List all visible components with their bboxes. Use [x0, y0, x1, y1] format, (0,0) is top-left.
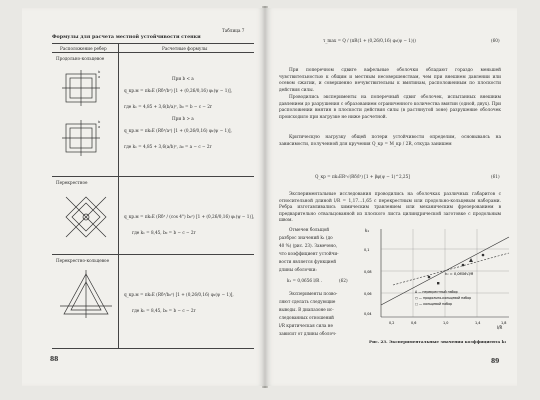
formula-q-2: q_кр.м = πk₁E (Rδ³/a²) [1 + (0,26/0,16) φ₁(ψ − 1)],	[124, 128, 232, 133]
curve-label: k₁ = 0,0656√l/R	[445, 272, 474, 276]
side-text-line-6: длины оболочки:	[279, 267, 317, 272]
side-text-line-4: что коэффициент устойчи-	[279, 251, 339, 256]
row-label-cross-ring: Перекрестно-кольцевое	[56, 258, 110, 263]
y-tick-1: 0,1	[364, 248, 370, 252]
y-tick-4: 0,04	[364, 312, 372, 316]
y-tick-2: 0,08	[364, 270, 372, 274]
side-text2-line-2: ляют сделать следующие	[279, 299, 336, 304]
side-text-line-5: вости является функцией	[279, 259, 336, 264]
formula-60-number: (60)	[491, 38, 500, 43]
formula-60: τ_max = Q / (πR(1 + (0,26/0,16) φ₁(ψ − 1)))	[323, 38, 416, 43]
side-text-line-3: 40 %) (рис. 23). Замечено,	[279, 243, 338, 248]
chart-xlabel: l/R	[497, 325, 503, 330]
formula-q-1: q_кр.м = πk₁E (Rδ³/b²) [1 + (0,26/0,16) φ₁(ψ − 1)],	[124, 88, 232, 93]
paragraph-3: Критическую нагрузку общей потери устойчивости определим, основываясь на зависимости, полученной для кручения Q_кр = M_кр / 2R, откуда занишем	[279, 135, 501, 147]
page-number-right: 89	[491, 358, 500, 365]
x-tick-3: 1,0	[443, 321, 449, 325]
chart-ylabel: k₁	[365, 228, 369, 233]
formula-k1-cross: где k₁ = 8,45, b₀ = b − c − 2r	[132, 230, 196, 235]
cross-rib-diagram	[62, 193, 112, 243]
formula-q-cross-ring: q_кр.м = πk₁E (Rδ³/b₀²) [1 + (0,26/0,16) φ₁(ψ − 1)],	[124, 292, 234, 297]
longitudinal-ring-diagram	[62, 64, 112, 169]
side-text2-line-1: Эксперименты позво-	[289, 291, 338, 296]
left-page	[22, 8, 265, 386]
svg-text:a: a	[98, 75, 101, 79]
col-header-formulas: Расчетные формулы	[162, 46, 208, 51]
col-header-ribs: Расположение ребер	[60, 46, 107, 51]
paragraph-experiments: Экспериментальные исследования проводились на оболочках различных габаритов с относительной длиной l/R = 1,17...1,65 с перекрестным или продольно-кольцевым наборами. Ребра изготавливались химическим травлением или механическим фрезерованием в предварительно отвальцованной из плоского листа цилиндрической заготовке с продольным швом.	[279, 192, 501, 224]
paragraph-1: При поперечном сдвиге вафельные оболочки обладают гораздо меньшей чувствительностью к общим и местным несовершенствам, чем при внешнем давлении или осевом сжатии, и совершенно нечувствительны к вмятинам, расположенным по плоскости действия силы.	[279, 68, 501, 93]
figure-caption: Рис. 23. Экспериментальные значения коэффициента k₁	[369, 339, 507, 344]
x-tick-4: 1,4	[475, 321, 481, 325]
side-text2-line-6: зависит от длины оболоч-	[279, 331, 337, 336]
formula-k1-1: где k₁ = 4,85 + 3,6(b/a)², b₀ = b − c − 2r	[124, 104, 212, 109]
formula-61-number: (61)	[491, 174, 500, 179]
side-text-line-1: Отмечен больщой	[289, 227, 330, 232]
x-tick-5: 1,8	[501, 321, 507, 325]
formula-k1-2: где k₁ = 4,85 + 3,6(a/b)², a₀ = a − c − 2r	[124, 144, 212, 149]
condition-b-greater-a: При b > a	[172, 116, 194, 121]
svg-text:b: b	[98, 120, 101, 124]
legend-longitudinal-ring: ○ — продольно-кольцевой набор	[415, 296, 472, 300]
row-label-longitudinal-ring: Продольно-кольцевое	[56, 56, 105, 61]
svg-text:b: b	[98, 70, 101, 74]
table-title: Формулы для расчета местной устойчивости стенки	[52, 34, 201, 40]
legend-cross: Δ — перекрестный набор	[415, 290, 458, 294]
paragraph-2: Проводились эксперименты на поперечный сдвиг оболочек, испытанных внешним давлением до разрушения с образованием ограниченного количества вмятин (одной, двух). При расположении вмятин в плоскости действия силы (в растянутой зоне) разрушение оболочек происходило при нагрузке не ниже расчетной.	[279, 95, 501, 120]
formula-q-cross: q_кр.м = πk₁E (Rδ³ / (cos 4°) b₀²) [1 + (0,26/0,16) φ₁(ψ − 1)],	[124, 214, 255, 219]
side-text2-line-4: следованных отношений	[279, 315, 334, 320]
y-tick-3: 0,06	[364, 292, 372, 296]
formula-61: Q_кр = πk₁ER²√(Rδ/l²) [1 + βφ(ψ − 1)^2,25]	[315, 174, 410, 179]
legend-ring: □ — кольцевой набор	[415, 302, 453, 306]
figure-23-chart	[363, 225, 513, 337]
side-text2-line-5: l/R критическая сила не	[279, 323, 334, 328]
svg-text:a: a	[98, 125, 101, 129]
side-text2-line-3: выводы. В диапазоне ис-	[279, 307, 334, 312]
page-number-left: 88	[50, 356, 59, 363]
right-page	[265, 8, 517, 386]
formula-62-number: (62)	[339, 278, 348, 283]
formula-62: k₁ = 0,0656 l/R .	[287, 278, 322, 283]
x-tick-1: 0,2	[389, 321, 395, 325]
formula-k1-cross-ring: где k₁ = 8,45, b₀ = b − c − 2r	[132, 308, 196, 313]
cross-ring-diagram	[60, 270, 114, 320]
side-text-line-2: разброс значений k₁ (до	[279, 235, 333, 240]
row-label-cross: Перекрестное	[56, 180, 88, 185]
x-tick-2: 0,6	[411, 321, 417, 325]
table-label: Таблица 7	[222, 28, 245, 33]
condition-b-less-a: При b < a	[172, 76, 194, 81]
